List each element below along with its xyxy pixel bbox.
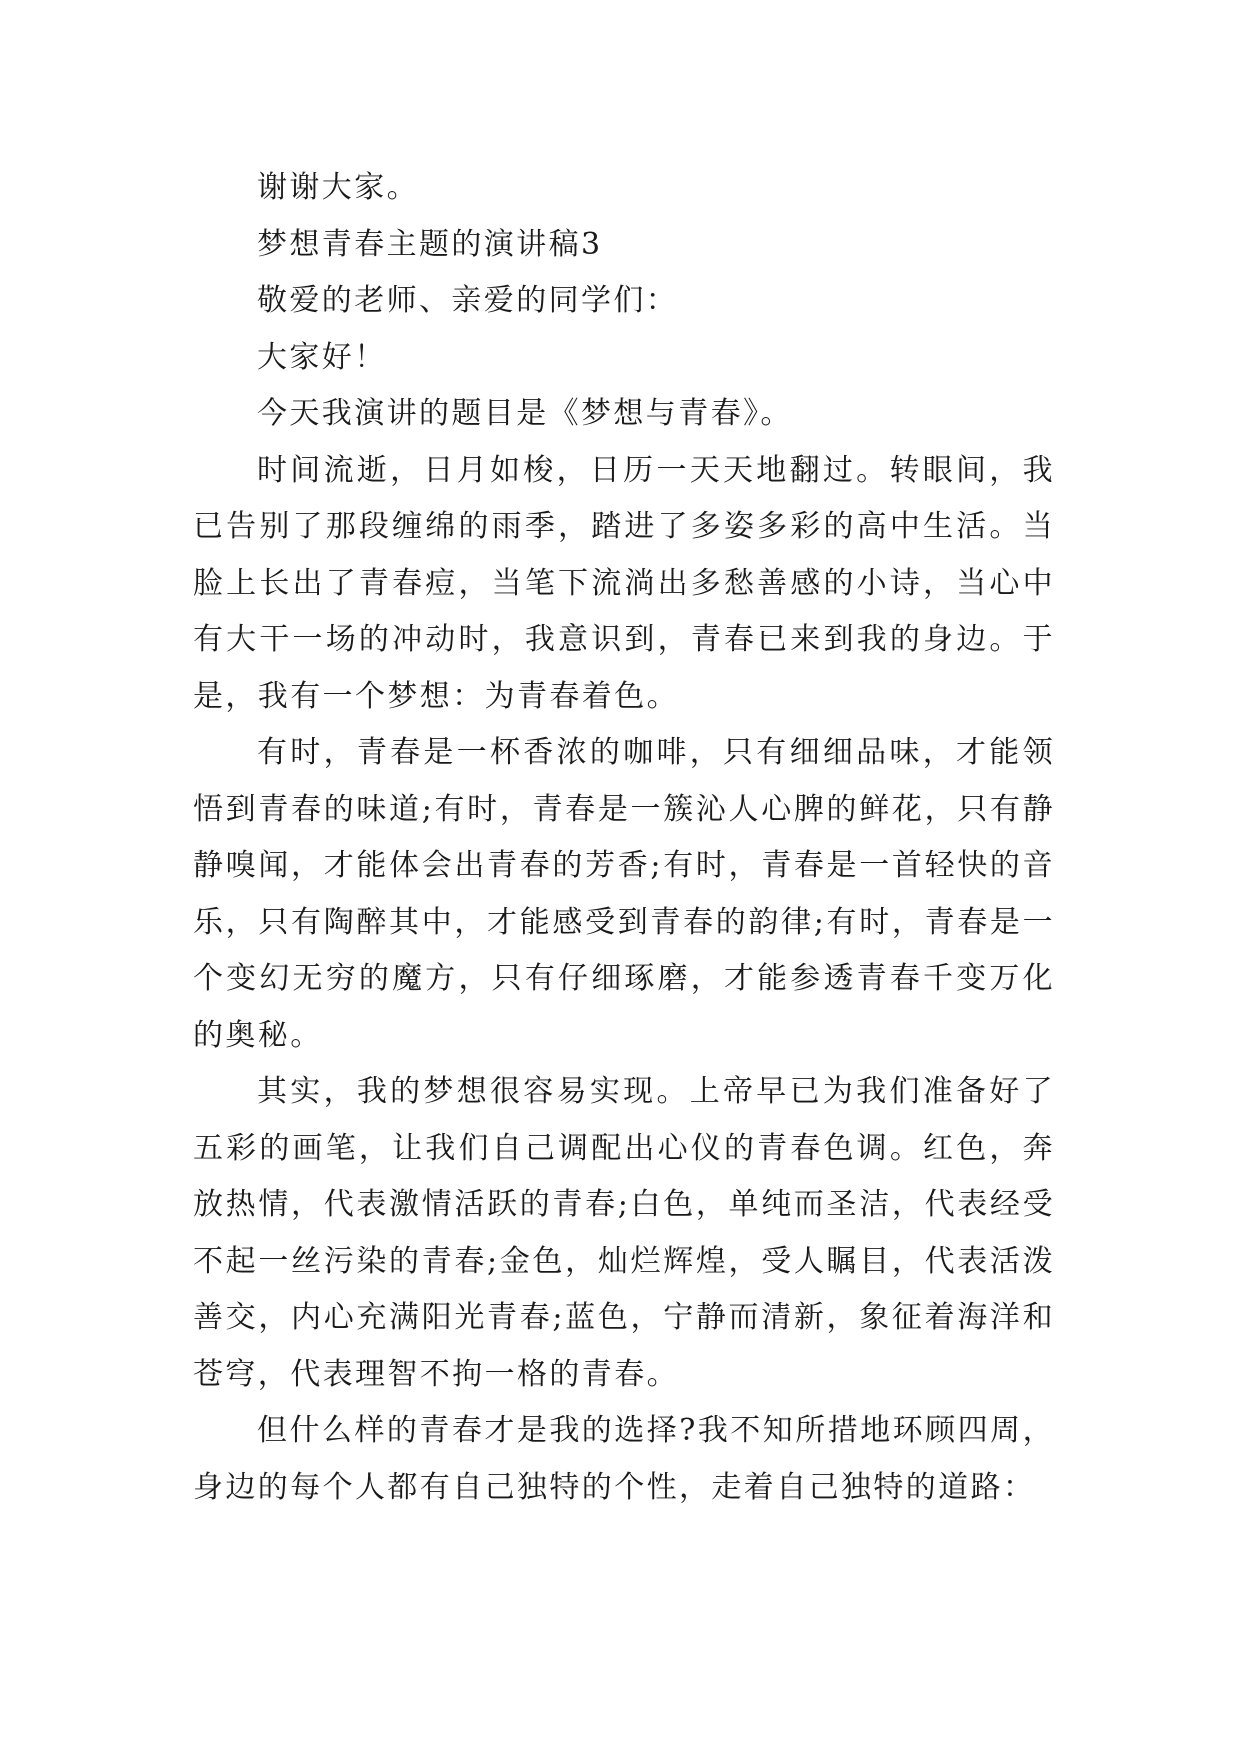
document-body <box>193 160 1055 1516</box>
paragraph-body: 其实，我的梦想很容易实现。上帝早已为我们准备好了五彩的画笔，让我们自己调配出心仪的青春色调。红色，奔放热情，代表激情活跃的青春;白色，单纯而圣洁，代表经受不起一丝污染的青春;金色，灿烂辉煌，受人瞩目，代表活泼善交，内心充满阳光青春;蓝色，宁静而清新，象征着海洋和苍穹，代表理智不拘一格的青春。 <box>193 1074 1055 1392</box>
paragraph-greeting: 大家好！ <box>257 339 387 375</box>
paragraph-body: 时间流逝，日月如梭，日历一天天地翻过。转眼间，我已告别了那段缠绵的雨季，踏进了多姿多彩的高中生活。当脸上长出了青春痘，当笔下流淌出多愁善感的小诗，当心中有大干一场的冲动时，我意识到，青春已来到我的身边。于是，我有一个梦想：为青春着色。 <box>193 452 1055 714</box>
speech-title: 梦想青春主题的演讲稿3 <box>257 226 603 262</box>
paragraph-closing-thanks: 谢谢大家。 <box>257 170 419 205</box>
paragraph-body: 但什么样的青春才是我的选择?我不知所措地环顾四周，身边的每个人都有自己独特的个性，走着自己独特的道路： <box>193 1413 1055 1505</box>
paragraph-salutation: 敬爱的老师、亲爱的同学们： <box>257 283 679 318</box>
paragraph-topic: 今天我演讲的题目是《梦想与青春》。 <box>257 396 793 431</box>
paragraph-body: 有时，青春是一杯香浓的咖啡，只有细细品味，才能领悟到青春的味道;有时，青春是一簇沁人心脾的鲜花，只有静静嗅闻，才能体会出青春的芳香;有时，青春是一首轻快的音乐，只有陶醉其中，才能感受到青春的韵律;有时，青春是一个变幻无穷的魔方，只有仔细琢磨，才能参透青春千变万化的奥秘。 <box>193 735 1055 1053</box>
